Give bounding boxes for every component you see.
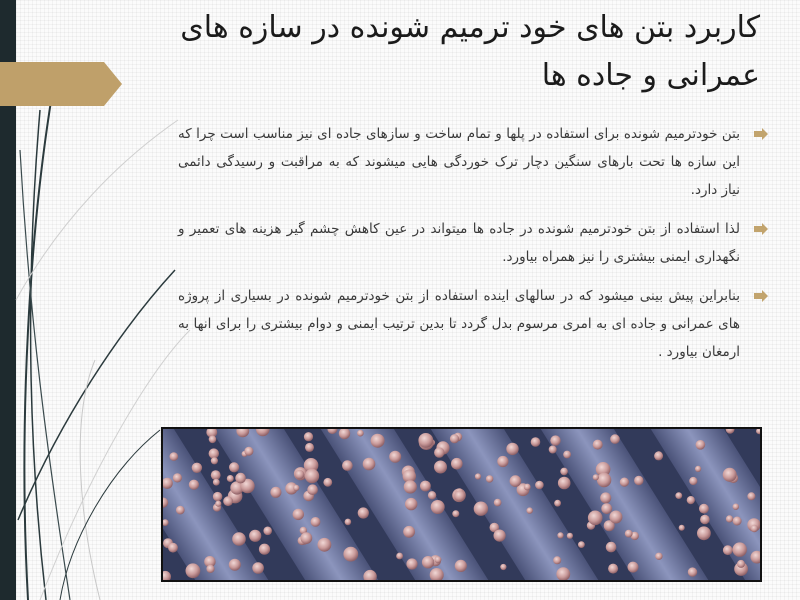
bacteria-spore bbox=[342, 460, 353, 471]
bacteria-spore bbox=[510, 475, 522, 487]
bacteria-spore bbox=[697, 526, 711, 540]
bacteria-spore bbox=[434, 556, 441, 563]
bacteria-spore bbox=[389, 451, 401, 463]
bacteria-spore bbox=[307, 484, 318, 495]
bacteria-spore bbox=[634, 476, 643, 485]
bacteria-spore bbox=[699, 504, 709, 514]
bacteria-spore bbox=[655, 553, 662, 560]
bacteria-spore bbox=[235, 473, 246, 484]
bacteria-spore bbox=[293, 485, 299, 491]
bacteria-spore bbox=[557, 532, 563, 538]
bacteria-spore bbox=[609, 511, 622, 524]
bacteria-spore bbox=[363, 458, 376, 471]
accent-arrow-tab bbox=[0, 62, 122, 106]
bacteria-spore bbox=[170, 452, 179, 461]
bacteria-spore bbox=[601, 503, 612, 514]
microscope-image bbox=[161, 427, 762, 582]
bacteria-spore bbox=[455, 560, 467, 572]
bacteria-spore bbox=[475, 473, 481, 479]
bacteria-spore bbox=[723, 468, 737, 482]
bacteria-spore bbox=[420, 481, 431, 492]
bacteria-spore bbox=[588, 511, 603, 526]
bacteria-spore bbox=[751, 525, 758, 532]
bacteria-spore bbox=[696, 440, 706, 450]
bacteria-spore bbox=[451, 458, 463, 470]
bacteria-spore bbox=[209, 448, 219, 458]
bacteria-spore bbox=[345, 519, 352, 526]
bacteria-spore bbox=[168, 543, 178, 553]
arrow-bullet-icon bbox=[754, 223, 768, 235]
bacteria-spore bbox=[405, 498, 417, 510]
bacteria-spore bbox=[318, 538, 332, 552]
bacteria-spore bbox=[524, 484, 531, 491]
bacteria-spore bbox=[263, 527, 272, 536]
bacteria-spore bbox=[593, 440, 603, 450]
bacteria-spore bbox=[506, 443, 518, 455]
bullet-text: بتن خودترمیم شونده برای استفاده در پلها و تمام ساخت و سازهای جاده ای نیز مناسب است چرا که این سازه ها تحت بارهای سنگین دچار ترک خوردگی هایی میشوند که به مراقبت و رسیدگی دائمی نیاز دارد. bbox=[178, 126, 740, 198]
bacteria-spore bbox=[733, 517, 742, 526]
bacteria-spore bbox=[687, 496, 695, 504]
bacteria-spore bbox=[223, 496, 233, 506]
arrow-bullet-icon bbox=[754, 290, 768, 302]
bacteria-spore bbox=[229, 462, 239, 472]
bacteria-spore bbox=[304, 432, 313, 441]
bullet-text: بنابراین پیش بینی میشود که در سالهای اینده استفاده از بتن خودترمیم شونده در بسیاری از پروژه های عمرانی و جاده ای به امری مرسوم بدل گردد تا بدین ترتیب ایمنی و دوام بیشتری را برای انها به ارمغان بیاورد . bbox=[178, 288, 740, 360]
bacteria-spore bbox=[500, 564, 506, 570]
bacteria-spore bbox=[358, 507, 369, 518]
bacteria-spore bbox=[396, 553, 403, 560]
bacteria-spore bbox=[357, 430, 364, 437]
bacteria-spore bbox=[211, 457, 218, 464]
bacteria-spore bbox=[428, 491, 436, 499]
bacteria-spore bbox=[323, 478, 332, 487]
bacteria-spore bbox=[431, 500, 445, 514]
bacteria-spore bbox=[211, 470, 221, 480]
bacteria-spore bbox=[606, 542, 617, 553]
bacteria-spore bbox=[232, 532, 246, 546]
bacteria-spore bbox=[527, 507, 533, 513]
bullet-item bbox=[178, 120, 772, 204]
bacteria-spore bbox=[450, 434, 459, 443]
arrow-bullet-icon bbox=[754, 128, 768, 140]
bacteria-spore bbox=[293, 509, 304, 520]
bacteria-spore bbox=[249, 530, 261, 542]
bacteria-spore bbox=[494, 530, 506, 542]
bacteria-spore bbox=[567, 533, 573, 539]
bacteria-spore bbox=[189, 480, 199, 490]
bacteria-spore bbox=[747, 492, 755, 500]
bacteria-spore bbox=[176, 506, 185, 515]
bacteria-spore bbox=[406, 558, 417, 569]
bacteria-spore bbox=[560, 468, 568, 476]
bacteria-spore bbox=[531, 437, 541, 447]
bacteria-spore bbox=[494, 499, 502, 507]
bacteria-spore bbox=[305, 443, 314, 452]
bacteria-spore bbox=[434, 447, 444, 457]
bacteria-spore bbox=[295, 470, 304, 479]
bacteria-spore bbox=[213, 479, 220, 486]
bacteria-spore bbox=[695, 466, 701, 472]
bacteria-spore bbox=[418, 433, 433, 448]
bacteria-spore bbox=[206, 565, 214, 573]
bacteria-spore bbox=[654, 451, 663, 460]
bacteria-spore bbox=[688, 567, 697, 576]
bacteria-spore bbox=[192, 463, 202, 473]
bacteria-spore bbox=[610, 434, 620, 444]
bacteria-spore bbox=[215, 501, 221, 507]
bacteria-spore bbox=[737, 560, 745, 568]
bacteria-spore bbox=[700, 515, 710, 525]
bacteria-spore bbox=[213, 492, 222, 501]
bullet-item bbox=[178, 282, 772, 366]
bacteria-spore bbox=[723, 545, 733, 555]
bacteria-spore bbox=[726, 515, 733, 522]
bacteria-spore bbox=[371, 434, 385, 448]
bacteria-spore bbox=[173, 473, 182, 482]
bacteria-spore bbox=[497, 456, 508, 467]
bacteria-spore bbox=[300, 532, 312, 544]
slide-title: کاربرد بتن های خود ترمیم شونده در سازه های عمرانی و جاده ها bbox=[180, 10, 760, 93]
bacteria-spore bbox=[554, 500, 561, 507]
bacteria-spore bbox=[252, 562, 264, 574]
bacteria-spore bbox=[679, 525, 685, 531]
bacteria-spore bbox=[259, 544, 270, 555]
bacteria-spore bbox=[608, 564, 618, 574]
bacteria-spore bbox=[452, 510, 459, 517]
bacteria-fibers-image bbox=[163, 429, 760, 580]
bullet-item bbox=[178, 215, 772, 271]
bullet-list bbox=[178, 120, 772, 377]
bacteria-spore bbox=[550, 435, 560, 445]
bacteria-spore bbox=[229, 559, 241, 571]
bacteria-spore bbox=[689, 477, 697, 485]
bacteria-spore bbox=[343, 547, 358, 562]
bacteria-spore bbox=[597, 473, 611, 487]
bacteria-spore bbox=[403, 526, 415, 538]
bacteria-spore bbox=[186, 563, 201, 578]
bacteria-spore bbox=[535, 481, 544, 490]
bacteria-spore bbox=[620, 478, 629, 487]
bacteria-spore bbox=[244, 447, 253, 456]
bacteria-spore bbox=[227, 475, 234, 482]
bacteria-spore bbox=[625, 530, 633, 538]
bacteria-spore bbox=[600, 492, 611, 503]
bacteria-spore bbox=[305, 469, 319, 483]
bacteria-spore bbox=[733, 504, 739, 510]
bacteria-spore bbox=[486, 475, 493, 482]
bacteria-spore bbox=[628, 562, 639, 573]
bullet-text: لذا استفاده از بتن خودترمیم شونده در جاده ها میتواند در عین کاهش چشم گیر هزینه های تعمیر و نگهداری ایمنی بیشتری را نیز همراه بیاورد. bbox=[178, 221, 740, 265]
bacteria-spore bbox=[474, 502, 488, 516]
bacteria-spore bbox=[558, 477, 571, 490]
bacteria-spore bbox=[563, 451, 571, 459]
bacteria-spore bbox=[553, 556, 561, 564]
bacteria-spore bbox=[270, 487, 281, 498]
bacteria-spore bbox=[209, 436, 217, 444]
bacteria-spore bbox=[404, 480, 417, 493]
bacteria-spore bbox=[675, 492, 682, 499]
bacteria-spore bbox=[578, 541, 585, 548]
bacteria-spore bbox=[311, 517, 321, 527]
bacteria-spore bbox=[422, 556, 434, 568]
bacteria-spore bbox=[593, 474, 599, 480]
bacteria-spore bbox=[549, 446, 557, 454]
bacteria-spore bbox=[733, 542, 747, 556]
bacteria-spore bbox=[454, 490, 465, 501]
bacteria-spore bbox=[434, 461, 447, 474]
